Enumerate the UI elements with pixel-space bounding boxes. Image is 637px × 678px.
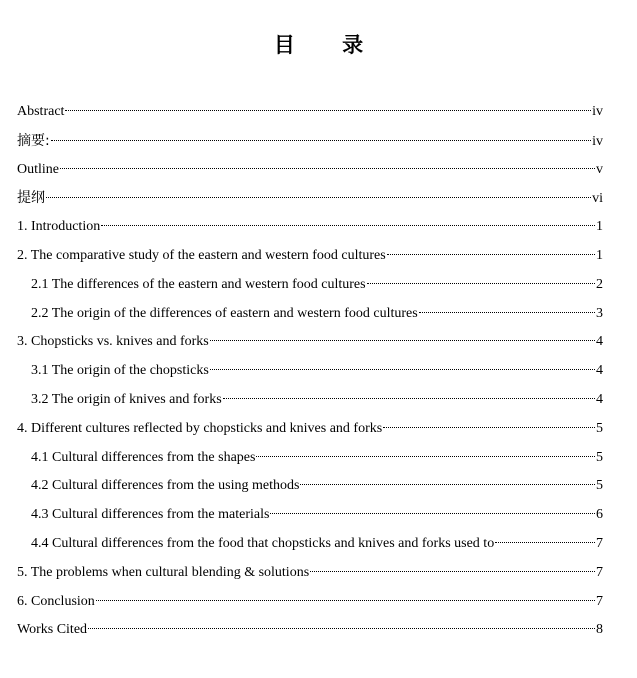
toc-entry-page: 2 [596,276,603,292]
toc-leader-dots [310,571,595,572]
toc-entry-label: 1. Introduction [17,219,101,235]
toc-leader-dots [210,340,595,341]
toc-leader-dots [223,398,595,399]
toc-entry-page: 7 [596,564,603,580]
toc-entry-page: 4 [596,334,603,350]
toc-leader-dots [419,312,595,313]
toc-entry-label: 4.1 Cultural differences from the shapes [31,449,256,465]
toc-leader-dots [210,369,595,370]
toc-entry[interactable] [17,213,603,242]
toc-entry[interactable] [17,184,603,213]
toc-entry[interactable] [17,472,603,501]
toc-entry-page: 7 [596,593,603,609]
toc-entry-label: 2.2 The origin of the differences of eastern and western food cultures [31,305,418,321]
toc-entry-page: 6 [596,507,603,523]
toc-entry[interactable] [17,616,603,645]
toc-entry[interactable] [17,530,603,559]
toc-entry-page: 5 [596,478,603,494]
toc-entry-page: 8 [596,622,603,638]
toc-entry-page: 3 [596,305,603,321]
toc-entry-label: 4.4 Cultural differences from the food that chopsticks and knives and forks used to [31,535,495,551]
toc-entry[interactable] [17,156,603,185]
toc-leader-dots [387,254,595,255]
toc-entry[interactable] [17,588,603,617]
toc-leader-dots [367,283,595,284]
toc-entry[interactable] [17,357,603,386]
page-title: 目 录 [273,33,384,57]
toc-entry-label: 3.1 The origin of the chopsticks [31,363,209,379]
toc-entry-label: 3. Chopsticks vs. knives and forks [17,334,209,350]
toc-entry[interactable] [17,242,603,271]
toc-entry-label: Works Cited [17,622,88,638]
toc-entry-label: 2.1 The differences of the eastern and western food cultures [31,276,366,292]
toc-leader-dots [495,542,595,543]
toc-leader-dots [101,225,595,226]
toc-entry-page: 1 [596,247,603,263]
toc-entry-page: 5 [596,420,603,436]
toc-entry[interactable] [17,501,603,530]
toc-entry-page: iv [592,104,603,119]
toc-leader-dots [46,197,591,198]
toc-entry-page: 4 [596,391,603,407]
toc-entry-page: 5 [596,449,603,465]
toc-leader-dots [51,140,591,141]
toc-entry[interactable] [17,328,603,357]
toc-entry-label: 4.3 Cultural differences from the materials [31,507,270,523]
toc-entry-page: vi [592,191,603,207]
toc-entry[interactable] [17,559,603,588]
toc-entry-label: 2. The comparative study of the eastern and western food cultures [17,247,386,263]
toc-entry-label: 6. Conclusion [17,593,95,609]
toc-entry-label: Outline [17,161,59,177]
toc-leader-dots [256,456,595,457]
toc-entry[interactable] [17,444,603,473]
toc-entry[interactable] [17,415,603,444]
toc-entry[interactable] [17,127,603,156]
toc-entry-label: Abstract [17,104,65,119]
toc-leader-dots [270,513,595,514]
toc-leader-dots [88,628,595,629]
toc-leader-dots [383,427,595,428]
toc-entry[interactable] [17,271,603,300]
toc-entry-label: 摘要: [17,132,50,149]
toc-entry[interactable] [17,300,603,329]
toc-entry-label: 4.2 Cultural differences from the using methods [31,478,300,494]
toc-entry[interactable] [17,98,603,127]
toc-entry-page: v [596,161,603,177]
toc-entry-page: 7 [596,535,603,551]
toc-entry-page: 1 [596,219,603,235]
toc-leader-dots [96,600,595,601]
toc-entry-label: 5. The problems when cultural blending & solutions [17,564,310,580]
toc-leader-dots [300,484,595,485]
toc-entry[interactable] [17,386,603,415]
toc-entry-label: 提纲 [17,190,45,207]
table-of-contents [17,98,603,645]
toc-leader-dots [65,110,591,111]
toc-entry-page: iv [592,133,603,149]
toc-entry-label: 4. Different cultures reflected by chopsticks and knives and forks [17,420,383,436]
toc-entry-label: 3.2 The origin of knives and forks [31,391,222,407]
toc-entry-page: 4 [596,363,603,379]
toc-leader-dots [60,168,595,169]
